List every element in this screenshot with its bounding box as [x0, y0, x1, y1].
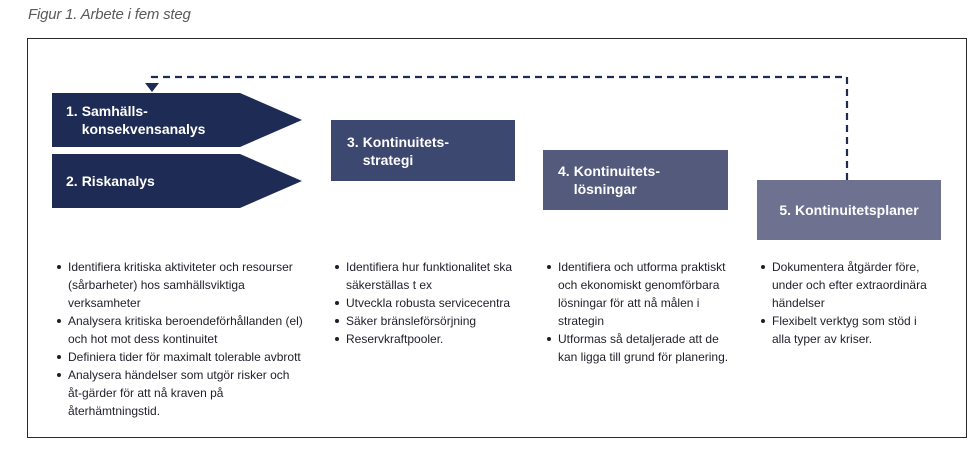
step-3-label [347, 120, 512, 181]
list-item: Identifiera hur funktionalitet ska säkerställas t ex [333, 258, 521, 294]
step-3-title: Kontinuitets- strategi [362, 133, 450, 168]
list-item: Utveckla robusta servicecentra [333, 294, 521, 312]
list-item: Identifiera och utforma praktiskt och ekonomiskt genomförbara lösningar för att nå målen i strategin [545, 258, 735, 330]
step-2-number: 2. [66, 173, 78, 189]
feedback-loop-arrowhead [145, 83, 159, 92]
step-3-number: 3. [347, 133, 359, 150]
step-1-title: Samhälls- konsekvensanalys [81, 103, 206, 137]
list-item: Säker bränsleförsörjning [333, 312, 521, 330]
step-4-label [558, 150, 723, 210]
step-4-number: 4. [558, 163, 570, 179]
step-1-number: 1. [66, 103, 78, 119]
step-1-label [66, 93, 246, 147]
list-item: Reservkraftpooler. [333, 330, 521, 348]
list-item: Analysera händelser som utgör risker och åt-gärder för att nå kraven på återhämtningstid. [55, 366, 303, 420]
step-5-bullet-list [759, 258, 937, 348]
step-5-number: 5. [779, 202, 791, 218]
step-3-bullet-list [333, 258, 521, 348]
figure-caption: Figur 1. Arbete i fem steg [28, 6, 191, 23]
list-item: Flexibelt verktyg som stöd i alla typer av kriser. [759, 312, 937, 348]
step-4-bullet-list [545, 258, 735, 366]
step-5-title: Kontinuitetsplaner [795, 202, 919, 218]
list-item: Dokumentera åtgärder före, under och efter extraordinära händelser [759, 258, 937, 312]
list-item: Analysera kritiska beroendeförhållanden (el) och hot mot dess kontinuitet [55, 312, 303, 348]
step-4-title: Kontinuitets- lösningar [573, 163, 661, 197]
step-2-title: Riskanalys [81, 173, 155, 189]
step-1-2-bullet-list [55, 258, 303, 420]
list-item: Utformas så detaljerade att de kan ligga till grund för planering. [545, 330, 735, 366]
step-5-label [757, 180, 941, 240]
step-2-label [66, 154, 246, 208]
list-item: Identifiera kritiska aktiviteter och resourser (sårbarheter) hos samhällsviktiga verksamheter [55, 258, 303, 312]
list-item: Definiera tider för maximalt tolerable avbrott [55, 348, 303, 366]
